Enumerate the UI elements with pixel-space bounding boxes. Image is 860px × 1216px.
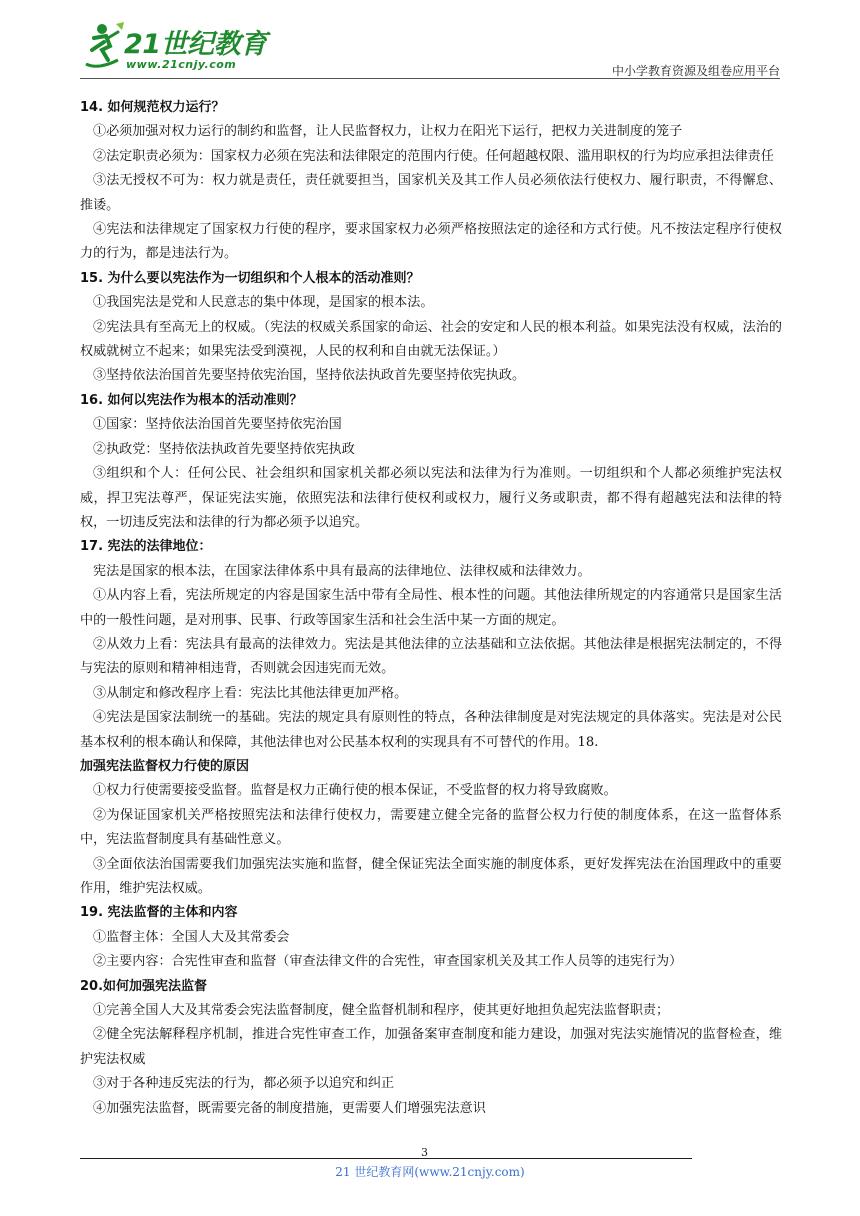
answer-paragraph: ③坚持依法治国首先要坚持依宪治国，坚持依法执政首先要坚持依宪执政。 <box>93 368 526 384</box>
document-body <box>80 96 782 1121</box>
answer-paragraph: ②从效力上看：宪法具有最高的法律效力。宪法是其他法律的立法基础和立法依据。其他法律是根据宪法制定的，不得与宪法的原则和精神相违背，否则就会因违宪而无效。 <box>80 636 782 677</box>
page-number: 3 <box>421 1146 428 1159</box>
logo-text: 21世纪教育 <box>124 29 267 60</box>
answer-paragraph: ①权力行使需要接受监督。监督是权力正确行使的根本保证，不受监督的权力将导致腐败。 <box>93 783 617 799</box>
question-heading: 加强宪法监督权力行使的原因 <box>80 758 250 774</box>
question-heading: 14. 如何规范权力运行？ <box>80 100 225 115</box>
logo-url: www.21cnjy.com <box>126 58 237 71</box>
answer-paragraph: ③组织和个人：任何公民、社会组织和国家机关都必须以宪法和法律为行为准则。一切组织和个人都必须维护宪法权威，捍卫宪法尊严，保证宪法实施，依照宪法和法律行使权利或权力，履行义务或职责，都不得有超越宪法和法律的特权，一切违反宪法和法律的行为都必须予以追究。 <box>80 466 782 530</box>
page-header <box>80 20 780 82</box>
answer-paragraph: ③法无授权不可为：权力就是责任，责任就要担当，国家机关及其工作人员必须依法行使权力、履行职责，不得懈怠、推诿。 <box>80 173 782 213</box>
answer-paragraph: ④宪法和法律规定了国家权力行使的程序，要求国家权力必须严格按照法定的途径和方式行使。凡不按法定程序行使权力的行为，都是违法行为。 <box>80 222 782 262</box>
answer-paragraph: ①完善全国人大及其常委会宪法监督制度，健全监督机制和程序，使其更好地担负起宪法监督职责； <box>93 1003 670 1019</box>
answer-paragraph: ③从制定和修改程序上看：宪法比其他法律更加严格。 <box>93 685 408 701</box>
answer-paragraph: ②执政党：坚持依法执政首先要坚持依宪执政 <box>93 441 355 457</box>
question-heading: 17. 宪法的法律地位： <box>80 539 212 555</box>
answer-paragraph: ②法定职责必须为：国家权力必须在宪法和法律限定的范围内行使。任何超越权限、滥用职权的行为均应承担法律责任 <box>93 148 774 164</box>
footer-site-link[interactable]: 21 世纪教育网(www.21cnjy.com) <box>335 1165 525 1179</box>
answer-paragraph: ④宪法是国家法制统一的基础。宪法的规定具有原则性的特点，各种法律制度是对宪法规定的具体落实。宪法是对公民基本权利的根本确认和保障，其他法律也对公民基本权利的实现具有不可替代的作用。18. <box>80 710 782 750</box>
question-heading: 16. 如何以宪法作为根本的活动准则？ <box>80 392 303 408</box>
answer-paragraph: ③对于各种违反宪法的行为，都必须予以追究和纠正 <box>93 1076 395 1092</box>
answer-paragraph: ④加强宪法监督，既需要完备的制度措施，更需要人们增强宪法意识 <box>93 1100 486 1116</box>
answer-paragraph: ②宪法具有至高无上的权威。（宪法的权威关系国家的命运、社会的安定和人民的根本利益。如果宪法没有权威，法治的权威就树立不起来；如果宪法受到漠视，人民的权利和自由就无法保证。） <box>80 319 782 360</box>
logo <box>80 20 280 82</box>
question-heading: 15. 为什么要以宪法作为一切组织和个人根本的活动准则？ <box>80 270 420 286</box>
answer-paragraph: ①我国宪法是党和人民意志的集中体现，是国家的根本法。 <box>93 295 434 311</box>
platform-name: 中小学教育资源及组卷应用平台 <box>611 64 780 78</box>
question-heading: 19. 宪法监督的主体和内容 <box>80 905 238 921</box>
answer-paragraph: ①监督主体：全国人大及其常委会 <box>93 929 290 945</box>
answer-paragraph: ②为保证国家机关严格按照宪法和法律行使权力，需要建立健全完备的监督公权力行使的制度体系，在这一监督体系中，宪法监督制度具有基础性意义。 <box>80 807 782 848</box>
footer-divider <box>80 1158 692 1159</box>
header-divider <box>80 78 780 79</box>
answer-paragraph: 宪法是国家的根本法，在国家法律体系中具有最高的法律地位、法律权威和法律效力。 <box>93 563 591 579</box>
runner-logo-icon <box>80 20 128 76</box>
answer-paragraph: ①从内容上看，宪法所规定的内容是国家生活中带有全局性、根本性的问题。其他法律所规定的内容通常只是国家生活中的一般性问题，是对刑事、民事、行政等国家生活和社会生活中某一方面的规定。 <box>80 588 782 628</box>
question-heading: 20.如何加强宪法监督 <box>80 978 208 994</box>
answer-paragraph: ②主要内容：合宪性审查和监督（审查法律文件的合宪性，审查国家机关及其工作人员等的违宪行为） <box>93 954 683 970</box>
answer-paragraph: ①必须加强对权力运行的制约和监督，让人民监督权力，让权力在阳光下运行，把权力关进制度的笼子 <box>93 124 683 140</box>
answer-paragraph: ②健全宪法解释程序机制，推进合宪性审查工作，加强备案审查制度和能力建设，加强对宪法实施情况的监督检查，维护宪法权威 <box>80 1027 782 1067</box>
answer-paragraph: ③全面依法治国需要我们加强宪法实施和监督，健全保证宪法全面实施的制度体系，更好发挥宪法在治国理政中的重要作用，维护宪法权威。 <box>80 856 782 896</box>
answer-paragraph: ①国家：坚持依法治国首先要坚持依宪治国 <box>93 417 342 433</box>
